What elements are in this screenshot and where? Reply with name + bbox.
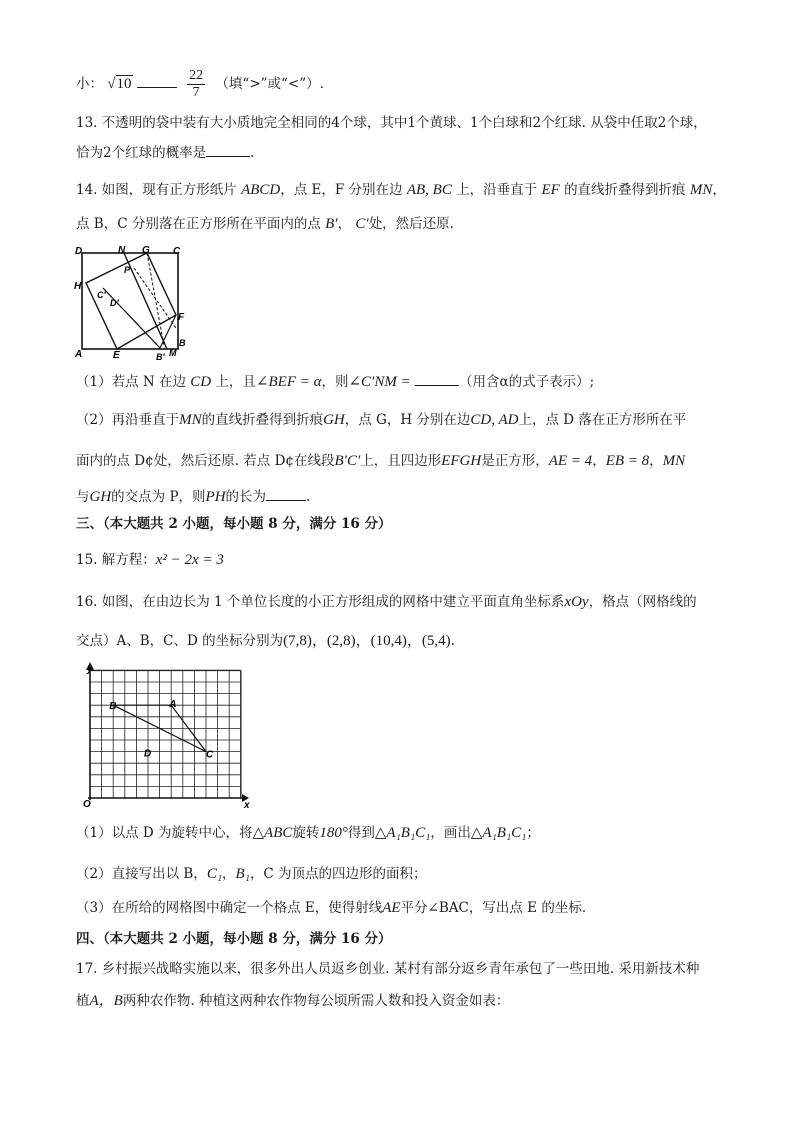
q17-text: 植: [76, 993, 90, 1009]
label-b: B: [179, 338, 186, 348]
q16-part2: [76, 864, 427, 884]
q16-coordinates: (7,8)，(2,8)，(10,4)，(5,4): [283, 633, 451, 649]
label-y: y: [87, 664, 93, 675]
answer-blank[interactable]: [137, 87, 177, 88]
q17-line1: 17. 乡村振兴战略实施以来，很多外出人员返乡创业. 某村有部分返乡青年承包了一些田地. 采用新技术种: [76, 961, 700, 977]
sqrt-radicand: 10: [116, 76, 132, 92]
q13-line1: 13. 不透明的袋中装有大小质地完全相同的4个球，其中1个黄球、1个白球和2个红球. 从袋中任取2个球，: [76, 115, 707, 131]
q13-line2: [76, 143, 254, 163]
q14-text: 是正方形，: [481, 453, 549, 469]
label-f: F: [178, 312, 185, 323]
fraction: [187, 68, 205, 101]
math-a-b: A，B: [89, 993, 123, 1009]
fraction-numerator: 22: [189, 68, 204, 83]
math-bc-prime: B′C′: [334, 453, 361, 469]
crease-mn: [124, 253, 167, 349]
label-e: E: [113, 350, 120, 361]
math-bprime: B′: [325, 216, 338, 232]
q16-line2: [76, 631, 455, 651]
q16-line1: [76, 592, 697, 612]
math-eb: EB = 8: [605, 453, 650, 469]
q15: [76, 550, 224, 570]
math-180-deg: 180°: [319, 825, 348, 841]
math-gh: GH: [323, 412, 345, 428]
q14-text: ，则: [321, 374, 349, 390]
math-efgh: EFGH: [441, 453, 482, 469]
math-ph: PH: [205, 489, 226, 505]
q14-text: （2）再沿垂直于: [76, 412, 180, 428]
label-c: C: [173, 246, 181, 257]
q17-text: 两种农作物. 种植这两种农作物每公顷所需人数和投入资金如表：: [122, 993, 510, 1009]
q14-part2-line2: [76, 451, 685, 471]
q16-text: （1）以点 D 为旋转中心，将: [76, 825, 253, 841]
math-cd: CD: [190, 374, 212, 390]
q14-text: 14. 如图，现有正方形纸片: [76, 182, 237, 198]
q14-line2: [76, 214, 454, 234]
q16-part1: [76, 823, 540, 843]
q16-text: .: [450, 633, 455, 649]
label-point-d: D: [144, 748, 152, 760]
q17-line2: [76, 991, 509, 1011]
q14-text: 的长为: [225, 489, 267, 505]
label-d: D: [75, 246, 83, 257]
math-b1: B₁: [235, 866, 250, 882]
q16-text: 旋转: [292, 825, 320, 841]
fraction-denominator: 7: [192, 85, 200, 100]
label-c-prime: C′: [97, 290, 106, 300]
label-m: M: [169, 348, 177, 358]
math-ae: AE: [382, 900, 401, 916]
q14-text: ，点 E，F 分别在边: [280, 182, 403, 198]
math-cd-ad: CD, AD: [470, 412, 519, 428]
q16-text: ，: [222, 866, 236, 882]
section-3-title: 三、（本大题共 2 小题，每小题 8 分，满分 16 分）: [76, 516, 392, 532]
q16-text: 16. 如图，在由边长为 1 个单位长度的小正方形组成的网格中建立平面直角坐标系: [76, 594, 565, 610]
label-p: P: [124, 265, 131, 275]
q14-text: 上，且: [215, 374, 256, 390]
q16-text: ；: [526, 825, 540, 841]
q12-answer-line: [76, 68, 324, 101]
q13-text: 恰为2个红球的概率是: [76, 145, 207, 161]
q14-text: 的直线折叠得到折痕: [564, 182, 686, 198]
label-h: H: [74, 281, 82, 292]
math-cprime: C′: [355, 216, 369, 232]
q14-text: .: [306, 489, 311, 505]
math-ef: EF: [541, 182, 560, 198]
q16-coordinate-grid: [72, 660, 252, 810]
q14-part2-line3: [76, 487, 310, 507]
label-x: x: [244, 800, 250, 810]
answer-blank[interactable]: [206, 156, 250, 157]
math-angle-bef: ∠BEF = α: [255, 374, 322, 390]
math-ae: AE = 4: [548, 453, 593, 469]
answer-blank[interactable]: [266, 500, 306, 501]
grid-lines: [90, 670, 241, 798]
q14-text: 的直线折叠得到折痕: [201, 412, 324, 428]
q14-text: 面内的点 D¢处，然后还原. 若点 D¢在线段: [76, 453, 335, 469]
label-point-a: A: [169, 699, 177, 711]
q14-text: 点 B，C 分别落在正方形所在平面内的点: [76, 216, 321, 232]
dashed-line-2: [147, 253, 164, 346]
math-gh: GH: [89, 489, 112, 505]
q16-text: ，格点（网格线的: [588, 594, 697, 610]
math-xoy: xOy: [564, 594, 589, 610]
q14-text: （用含α的式子表示）;: [459, 374, 595, 390]
sqrt-expression: √10: [107, 76, 132, 92]
math-triangle-abc: △ABC: [252, 825, 293, 841]
q15-label: 15. 解方程：: [76, 552, 156, 568]
math-triangle-a1b1c1: △A₁B₁C₁: [470, 825, 527, 841]
q14-text: （1）若点 N 在边: [76, 374, 186, 390]
label-g: G: [142, 245, 150, 256]
math-ab-bc: AB, BC: [406, 182, 452, 198]
math-angle-cnm: ∠C′NM =: [348, 374, 411, 390]
q16-text: （2）直接写出以 B，: [76, 866, 207, 882]
label-point-c: C: [206, 749, 214, 761]
label-n: N: [118, 245, 126, 256]
q14-part2-line1: [76, 410, 686, 430]
math-mn: MN: [179, 412, 202, 428]
math-mn: MN: [662, 453, 686, 469]
q14-text: ，点 G，H 分别在边: [344, 412, 471, 428]
math-abcd: ABCD: [241, 182, 281, 198]
label-point-b: B: [109, 701, 117, 713]
answer-blank[interactable]: [415, 385, 459, 386]
q12-hint: （填“>”或“<”）.: [215, 76, 324, 92]
label-a: A: [75, 349, 83, 360]
q14-part1: [76, 372, 594, 392]
q16-text: ，画出: [430, 825, 471, 841]
q15-equation: x² − 2x = 3: [155, 552, 224, 568]
q12-prefix: 小：: [76, 76, 103, 92]
q14-text: 处，然后还原.: [368, 216, 454, 232]
label-b-prime: B′: [156, 352, 165, 362]
q14-text: ，: [592, 453, 606, 469]
label-d-prime: D′: [110, 298, 119, 308]
q14-line1: [76, 180, 726, 200]
q13-period: .: [250, 145, 255, 161]
q14-text: 上，点 D 落在正方形所在平: [518, 412, 687, 428]
q14-text: 上，沿垂直于: [456, 182, 538, 198]
q16-text: 平分∠BAC，写出点 E 的坐标.: [400, 900, 587, 916]
q14-text: ，: [337, 216, 352, 232]
math-triangle-a1b1c1: △A₁B₁C₁: [374, 825, 431, 841]
q14-square-figure: [72, 244, 192, 366]
label-o: O: [83, 799, 91, 810]
q16-text: 得到: [347, 825, 375, 841]
math-mn: MN: [689, 182, 713, 198]
folded-b-c: [103, 288, 176, 348]
q14-text: ，: [649, 453, 663, 469]
q16-text: ，C 为顶点的四边形的面积；: [249, 866, 427, 882]
q16-text: （3）在所给的网格图中确定一个格点 E，使得射线: [76, 900, 383, 916]
math-c1: C₁: [206, 866, 223, 882]
q16-text: 交点）A、B，C、D 的坐标分别为: [76, 633, 284, 649]
q14-text: 的交点为 P，则: [111, 489, 206, 505]
q14-text: 上，且四边形: [360, 453, 442, 469]
q16-part3: [76, 898, 586, 918]
q14-text: 与: [76, 489, 90, 505]
section-4-title: 四、（本大题共 2 小题，每小题 8 分，满分 16 分）: [76, 931, 392, 947]
q14-text: ，: [712, 182, 726, 198]
